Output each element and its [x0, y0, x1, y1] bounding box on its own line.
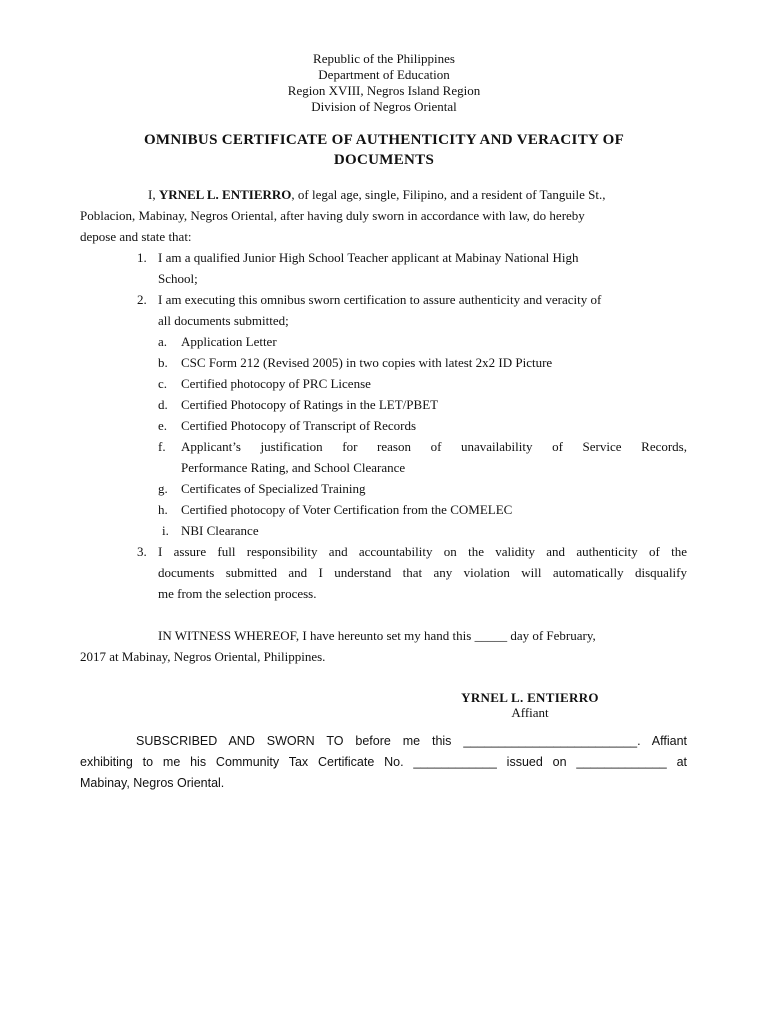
doc-item: Certified Photocopy of Ratings in the LET/PBET: [181, 397, 439, 412]
document-title-line2: DOCUMENTS: [333, 152, 435, 168]
jurat-line2: exhibiting to me his Community Tax Certificate No. ____________ issued on _____________ at: [80, 755, 687, 769]
header-division: Division of Negros Oriental: [311, 99, 457, 114]
doc-item: Applicant’s justification for reason of unavailability of Service Records,: [181, 439, 687, 454]
intro-line2: Poblacion, Mabinay, Negros Oriental, after having duly sworn in accordance with law, do hereby: [80, 208, 585, 223]
doc-item: Certified photocopy of PRC License: [181, 376, 371, 391]
item-1-line2: School;: [158, 271, 198, 286]
doc-item: Certified photocopy of Voter Certification from the COMELEC: [181, 502, 513, 517]
item-number: 3.: [137, 544, 147, 559]
doc-letter: e.: [158, 418, 168, 433]
doc-letter: b.: [158, 355, 168, 370]
doc-letter: g.: [158, 481, 168, 496]
header-department: Department of Education: [318, 67, 450, 82]
doc-item: Certified Photocopy of Transcript of Records: [181, 418, 417, 433]
doc-letter: d.: [158, 397, 168, 412]
jurat-line1: SUBSCRIBED AND SWORN TO before me this _________________________. Affiant: [136, 734, 687, 748]
item-number: 2.: [137, 292, 147, 307]
intro-line1: I, YRNEL L. ENTIERRO, of legal age, single, Filipino, and a resident of Tanguile St.,: [148, 187, 606, 202]
doc-item: CSC Form 212 (Revised 2005) in two copies with latest 2x2 ID Picture: [181, 355, 553, 370]
header-region: Region XVIII, Negros Island Region: [287, 83, 481, 98]
affiant-name-inline: YRNEL L. ENTIERRO: [158, 187, 292, 202]
witness-line2: 2017 at Mabinay, Negros Oriental, Philippines.: [80, 649, 326, 664]
affiant-role: Affiant: [511, 705, 549, 720]
jurat-line3: Mabinay, Negros Oriental.: [80, 776, 225, 790]
header-republic: Republic of the Philippines: [313, 51, 455, 66]
doc-letter: c.: [158, 376, 168, 391]
doc-letter: f.: [158, 439, 166, 454]
witness-line1: IN WITNESS WHEREOF, I have hereunto set my hand this _____ day of February,: [158, 628, 596, 643]
item-2-line1: I am executing this omnibus sworn certification to assure authenticity and veracity of: [158, 292, 602, 307]
item-number: 1.: [137, 250, 147, 265]
item-3-line3: me from the selection process.: [158, 586, 317, 601]
doc-item-continued: Performance Rating, and School Clearance: [181, 460, 406, 475]
doc-item: NBI Clearance: [181, 523, 259, 538]
doc-item: Application Letter: [181, 334, 277, 349]
item-3-line2: documents submitted and I understand that any violation will automatically disqualify: [158, 565, 687, 580]
doc-item: Certificates of Specialized Training: [181, 481, 366, 496]
doc-letter: i.: [162, 523, 169, 538]
document-title-line1: OMNIBUS CERTIFICATE OF AUTHENTICITY AND VERACITY OF: [143, 132, 625, 148]
doc-letter: a.: [158, 334, 168, 349]
item-2-line2: all documents submitted;: [158, 313, 289, 328]
doc-letter: h.: [158, 502, 168, 517]
affiant-name: YRNEL L. ENTIERRO: [461, 690, 599, 705]
item-1-line1: I am a qualified Junior High School Teacher applicant at Mabinay National High: [158, 250, 579, 265]
intro-line3: depose and state that:: [80, 229, 192, 244]
item-3-line1: I assure full responsibility and accountability on the validity and authenticity of the: [158, 544, 687, 559]
